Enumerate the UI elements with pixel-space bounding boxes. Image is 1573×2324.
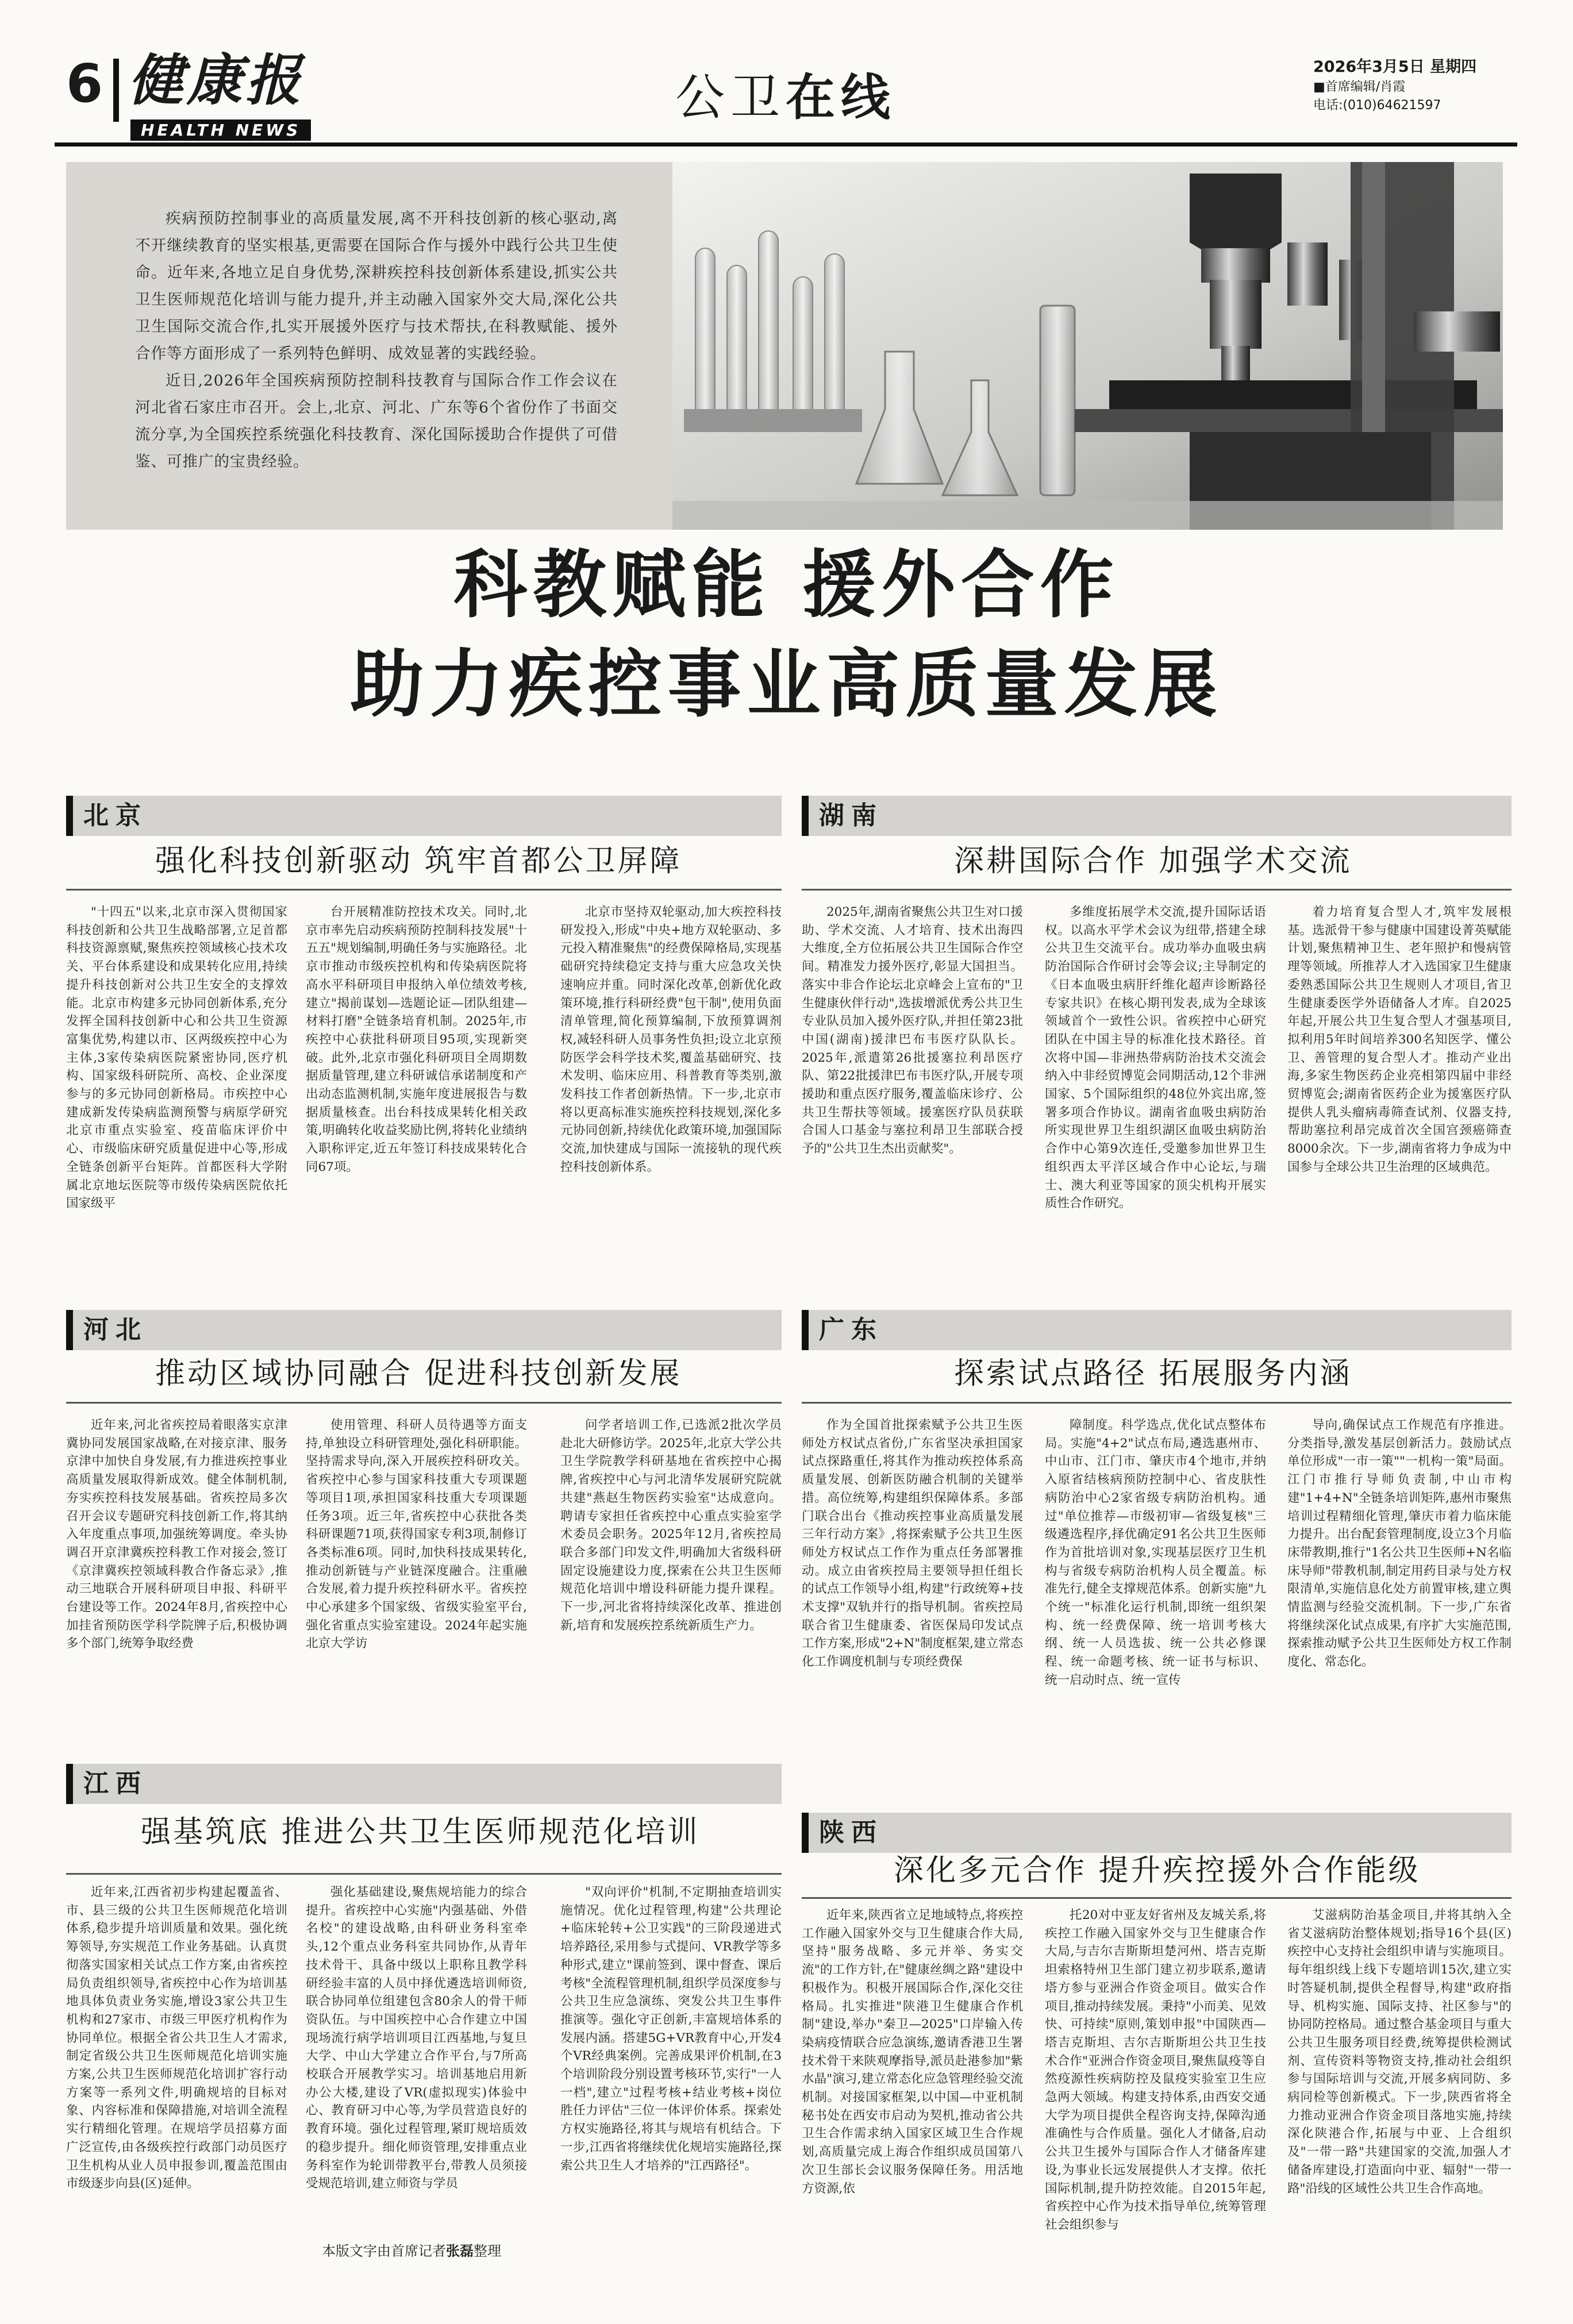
- credit-prefix: 本版文字由首席记者: [322, 2243, 446, 2259]
- article-text: 障制度。科学选点,优化试点整体布局。实施"4+2"试点布局,遴选惠州市、中山市、江门市、肇庆市4个地市,并纳入原省结核病预防控制中心、省皮肤性病防治中心2家省级专病防治机构。通过"单位推荐—市级初审—省级复核"三级遴选程序,择优确定91名公共卫生医师作为首批培训对象,实现基层医疗卫生机构与省级专病防治机构人员全覆盖。标准先行,健全支撑规范体系。创新实施"九个统一"标准化运行机制,即统一组织架构、统一经费保障、统一培训考核大纲、统一人员选拔、统一公共必修课程、统一命题考核、统一证书与标识、统一启动时点、统一宣传: [1045, 1418, 1266, 1687]
- article-text: "双向评价"机制,不定期抽查培训实施情况。优化过程管理,构建"公共理论+临床轮转+公卫实践"的三阶段递进式培养路径,采用参与式提问、VR教学等多种形式,建立"课前签到、课中督查、课后考核"全流程管理机制,组织学员深度参与公共卫生应急演练、突发公共卫生事件推演等。强化守正创新,丰富规培体系的发展内涵。搭建5G+VR教育中心,开发4个VR经典案例。完善成果评价机制,在3个培训阶段分别设置考核环节,实行"一人一档",建立"过程考核+结业考核+岗位胜任力评估"三位一体评价体系。探索处方权实施路径,将其与规培有机结合。下一步,江西省将继续优化规培实施路径,探索公共卫生人才培养的"江西路径"。: [560, 1885, 782, 2173]
- article-column: [66, 903, 287, 1305]
- region-subtitle-shaanxi: 深化多元合作 提升疾控援外合作能级: [894, 1853, 1421, 1888]
- region-rule-beijing: [66, 889, 782, 891]
- credit-reporter: 张磊: [446, 2243, 474, 2259]
- region-name: 北京: [83, 801, 148, 830]
- headline-line-1: 科教赋能 援外合作: [453, 542, 1120, 628]
- editor-credit: ■首席编辑/肖霞: [1313, 80, 1406, 95]
- intro-paragraph-1: 疾病预防控制事业的高质量发展,离不开科技创新的核心驱动,离不开继续教育的坚实根基,更需要在国际合作与援外中践行公共卫生使命。近年来,各地立足自身优势,深耕疾控科技创新体系建设,抓实公共卫生医师规范化培训与能力提升,并主动融入国家外交大局,深化公共卫生国际交流合作,扎实开展援外医疗与技术帮扶,在科教赋能、援外合作等方面形成了一系列特色鲜明、成效显著的实践经验。: [135, 210, 618, 363]
- article-text: 作为全国首批探索赋予公共卫生医师处方权试点省份,广东省坚决承担国家试点探路重任,将其作为推动疾控体系高质量发展、创新医防融合机制的关键举措。高位统筹,构建组织保障体系。多部门联合出台《推动疾控事业高质量发展三年行动方案》,将探索赋予公共卫生医师处方权试点工作作为重点任务部署推动。成立由省疾控局主要领导担任组长的试点工作领导小组,构建"行政统筹+技术支撑"双轨并行的指导机制。省疾控局联合省卫生健康委、省医保局印发试点工作方案,形成"2+N"制度框架,建立常态化工作调度机制与专项经费保: [802, 1418, 1023, 1670]
- article-column: [560, 903, 782, 1305]
- article-text: 托20对中亚友好省州及友城关系,将疾控工作融入国家外交与卫生健康合作大局,与吉尔吉斯斯坦楚河州、塔吉克斯坦索格特州卫生部门建立初步联系,邀请塔方参与亚洲合作资金项目。做实合作项目,推动持续发展。秉持"小而美、见效快、可持续"原则,策划申报"中国陕西—塔吉克斯坦、吉尔吉斯斯坦公共卫生技术合作"亚洲合作资金项目,聚焦鼠疫等自然疫源性疾病防控及鼠疫实验室卫生应急两大领域。构建支持体系,由西安交通大学为项目提供全程咨询支持,保障沟通准确性与合作质量。强化人才储备,启动公共卫生援外与国际合作人才储备库建设,为事业长远发展提供人才支撑。依托国际机制,提升防控效能。自2015年起,省疾控中心作为技术指导单位,统筹管理社会组织参与: [1045, 1908, 1266, 2232]
- section-title: [675, 57, 896, 129]
- region-rule-shaanxi: [802, 1897, 1512, 1899]
- region-name: 湖南: [819, 801, 883, 830]
- article-column: [306, 1883, 527, 2234]
- article-column: [306, 1416, 527, 1761]
- article-text: 艾滋病防治基金项目,并将其纳入全省艾滋病防治整体规划;指导16个县(区)疾控中心支持社会组织申请与实施项目。每年组织线上线下专题培训15次,建立实时答疑机制,提供全程督导,构建"政府指导、机构实施、国际支持、社区参与"的协同防控格局。通过整合基金项目与重大公共卫生服务项目经费,统筹提供检测试剂、宣传资料等物资支持,推动社会组织参与国际培训与交流,开展多病同防、多病同检等创新模式。下一步,陕西省将全力推动亚洲合作资金项目落地实施,持续深化陕港合作,拓展与中亚、上合组织及"一带一路"共建国家的交流,加强人才储备库建设,打造面向中亚、辐射"一带一路"沿线的区域性公共卫生合作高地。: [1287, 1908, 1512, 2196]
- region-subtitle-hebei: 推动区域协同融合 促进科技创新发展: [155, 1356, 682, 1391]
- test-tubes: [684, 231, 862, 432]
- issue-date: 2026年3月5日 星期四: [1313, 58, 1477, 76]
- region-rule-hebei: [66, 1402, 782, 1404]
- article-column: [802, 903, 1023, 1305]
- article-column: [306, 903, 527, 1305]
- article-text: 着力培育复合型人才,筑牢发展根基。选派骨干参与健康中国建设菁英赋能计划,聚焦精神卫生、老年照护和慢病管理等领域。所推荐人才入选国家卫生健康委熟悉国际公共卫生规则人才项目,省卫生健康委医学外语储备人才库。自2025年起,开展公共卫生复合型人才强基项目,拟利用5年时间培养300名知医学、懂公卫、善管理的复合型人才。推动产业出海,多家生物医药企业亮相第四届中非经贸博览会;湖南省医药企业为援塞医疗队提供人乳头瘤病毒筛查试剂、仪器支持,帮助塞拉利昂完成首次全国宫颈癌筛查8000余次。下一步,湖南省将力争成为中国参与全球公共卫生治理的区域典范。: [1287, 905, 1512, 1174]
- section-title-prefix: 公卫: [675, 69, 786, 126]
- article-column: [802, 1416, 1023, 1813]
- intro-paragraph-2: 近日,2026年全国疾病预防控制科技教育与国际合作工作会议在河北省石家庄市召开。会上,北京、河北、广东等6个省份作了书面交流分享,为全国疾控系统强化科技教育、深化国际援助合作提供了可借鉴、可推广的宝贵经验。: [135, 372, 618, 471]
- article-column: [1287, 903, 1512, 1305]
- article-column: [1287, 1906, 1512, 2297]
- laboratory-illustration: [672, 162, 1503, 530]
- paper-name-english: HEALTH NEWS: [130, 120, 311, 141]
- article-text: 北京市坚持双轮驱动,加大疾控科技研发投入,形成"中央+地方双轮驱动、多元投入精准聚焦"的经费保障格局,实现基础研究持续稳定支持与重大应急攻关快速响应并重。同时深化改革,创新优化政策环境,推行科研经费"包干制",使用负面清单管理,简化预算编制,下放预算调剂权,减轻科研人员事务性负担;设立北京预防医学会科学技术奖,覆盖基础研究、技术发明、临床应用、科普教育等类别,激发科技工作者创新热情。下一步,北京市将以更高标准实施疾控科技规划,深化多元协同创新,持续优化政策环境,加强国际交流,加快建成与国际一流接轨的现代疾控科技创新体系。: [560, 905, 782, 1174]
- region-name: 广东: [819, 1315, 883, 1344]
- article-column: [1287, 1416, 1512, 1813]
- region-name: 江西: [83, 1769, 148, 1798]
- masthead-rule: [55, 142, 1517, 147]
- region-name: 陕西: [819, 1818, 883, 1847]
- paper-name-logo: 健康报: [128, 48, 304, 113]
- article-text: 2025年,湖南省聚焦公共卫生对口援助、学术交流、人才培育、技术出海四大维度,全方位拓展公共卫生国际合作空间。精准发力援外医疗,彰显大国担当。落实中非合作论坛北京峰会上宣布的"卫生健康伙伴行动",选拔增派优秀公共卫生专业队员加入援外医疗队,并担任第23批中国(湖南)援津巴布韦医疗队队长。2025年,派遣第26批援塞拉利昂医疗队、第22批援津巴布韦医疗队,开展专项援助和重点医疗服务,覆盖临床诊疗、公共卫生帮扶等领域。援塞医疗队员获联合国人口基金与塞拉利昂卫生部联合授予的"公共卫生杰出贡献奖"。: [802, 905, 1023, 1157]
- region-name: 河北: [83, 1315, 148, 1344]
- article-text: 强化基础建设,聚焦规培能力的综合提升。省疾控中心实施"内强基础、外借名校"的建设战略,由科研业务科室牵头,12个重点业务科室共同协作,从青年技术骨干、具备中级以上职称且教学科研经验丰富的人员中择优遴选培训师资,联合协同单位组建包含80余人的骨干师资队伍。与中国疾控中心合作建立中国现场流行病学培训项目江西基地,与复旦大学、中山大学建立合作平台,与7所高校联合开展教学实习。培训基地启用新办公大楼,建设了VR(虚拟现实)体验中心、教育研习中心等,为学员营造良好的教育环境。强化过程管理,紧盯规培质效的稳步提升。细化师资管理,安排重点业务科室作为轮训带教平台,带教人员须接受规范培训,建立师资与学员: [306, 1885, 527, 2191]
- section-title-bold: 在线: [786, 69, 896, 126]
- article-text: 使用管理、科研人员待遇等方面支持,单独设立科研管理处,强化科研职能。坚持需求导向,深入开展疾控科研攻关。省疾控中心参与国家科技重大专项课题等项目1项,承担国家科技重大专项课题任务3项。近三年,省疾控中心获批各类科研课题71项,获得国家专利3项,制修订各类标准6项。同时,加快科技成果转化,推动创新链与产业链深度融合。注重融合发展,着力提升疾控科研水平。省疾控中心承建多个国家级、省级实验室平台,强化省重点实验室建设。2024年起实施北京大学访: [306, 1418, 527, 1651]
- article-text: 台开展精准防控技术攻关。同时,北京市率先启动疾病预防控制科技发展"十五五"规划编制,明确任务与实施路径。北京市推动市级疾控机构和传染病医院将高水平科研项目申报纳入单位绩效考核,建立"揭前谋划—选题论证—团队组建—材料打磨"全链条培育机制。2025年,市疾控中心获批科研项目95项,实现新突破。此外,北京市强化科研项目全周期数据质量管理,建立科研诚信承诺制度和产出动态监测机制,实施年度进展报告与数据质量核查。出台科技成果转化相关政策,明确转化收益奖励比例,将转化业绩纳入职称评定,近五年签订科技成果转化合同67项。: [306, 905, 527, 1174]
- region-rule-guangdong: [802, 1402, 1512, 1404]
- phone-number: 电话:(010)64621597: [1313, 98, 1441, 113]
- article-text: 近年来,陕西省立足地域特点,将疾控工作融入国家外交与卫生健康合作大局,坚持"服务战略、多元并举、务实交流"的工作方针,在"健康丝绸之路"建设中积极作为。积极开展国际合作,深化交往格局。扎实推进"陕港卫生健康合作机制"建设,举办"秦卫—2025"口岸输入传染病疫情联合应急演练,邀请香港卫生署技术骨干来陕观摩指导,派员赴港参加"紫水晶"演习,建立常态化应急管理经验交流机制。对接国家框架,以中国—中亚机制秘书处在西安市启动为契机,推动省公共卫生合作需求纳入国家区域卫生合作规划,高质量完成上海合作组织成员国第八次卫生部长会议服务保障任务。用活地方资源,依: [802, 1908, 1023, 2196]
- page-number: 6: [66, 53, 103, 114]
- article-text: 近年来,江西省初步构建起覆盖省、市、县三级的公共卫生医师规范化培训体系,稳步提升培训质量和效果。强化统筹领导,夯实规范工作业务基础。认真贯彻落实国家相关试点工作方案,由省疾控局负责组织领导,省疾控中心作为培训基地具体负责业务实施,增设3家公共卫生机构和27家市、市级三甲医疗机构作为协同单位。根据全省公共卫生人才需求,制定省级公共卫生医师规范化培训实施方案,公共卫生医师规范化培训扩容行动方案等一系列文件,明确规培的目标对象、内容标准和保障措施,对培训全流程实行精细化管理。在规培学员招募方面广泛宣传,由各级疾控行政部门动员医疗卫生机构从业人员申报参训,覆盖范围由市级逐步向县(区)延伸。: [66, 1885, 287, 2191]
- region-subtitle-jiangxi: 强基筑底 推进公共卫生医师规范化培训: [141, 1815, 700, 1849]
- headline-line-2: 助力疾控事业高质量发展: [350, 642, 1223, 727]
- region-tag-guangdong: [802, 1310, 1512, 1350]
- region-tag-hebei: [66, 1310, 782, 1350]
- article-column: [66, 1883, 287, 2234]
- article-text: 问学者培训工作,已选派2批次学员赴北大研修访学。2025年,北京大学公共卫生学院教学科研基地在省疾控中心揭牌,省疾控中心与河北清华发展研究院就共建"燕赵生物医药实验室"达成意向。聘请专家担任省疾控中心重点实验室学术委员会职务。2025年12月,省疾控局联合多部门印发文件,明确加大省级科研固定设施建设力度,探索在公共卫生医师规范化培训中增设科研能力提升课程。下一步,河北省将持续深化改革、推进创新,培育和发展疾控系统新质生产力。: [560, 1418, 782, 1633]
- article-column: [560, 1883, 782, 2234]
- region-tag-hunan: [802, 796, 1512, 836]
- intro-text: [135, 205, 618, 475]
- article-text: 导向,确保试点工作规范有序推进。分类指导,激发基层创新活力。鼓励试点单位形成"一市一策""一机构一策"局面。江门市推行导师负责制,中山市构建"1+4+N"全链条培训矩阵,惠州市聚焦培训过程精细化管理,肇庆市着力临床能力提升。出台配套管理制度,设立3个月临床带教期,推行"1名公共卫生医师+N名临床导师"带教机制,制定用药目录与处方权限清单,实施信息化处方前置审核,建立舆情监测与经验交流机制。下一步,广东省将继续深化试点成果,有序扩大实施范围,探索推动赋予公共卫生医师处方权工作制度化、常态化。: [1287, 1418, 1512, 1670]
- article-column: [1045, 903, 1266, 1305]
- region-rule-jiangxi: [66, 1873, 782, 1875]
- page-credit: [322, 2240, 501, 2260]
- page-number-divider: [113, 59, 119, 122]
- article-column: [66, 1416, 287, 1761]
- credit-suffix: 整理: [474, 2243, 501, 2259]
- article-text: 近年来,河北省疾控局着眼落实京津冀协同发展国家战略,在对接京津、服务京津中加快自身发展,有力推进疾控事业高质量发展取得新成效。健全体制机制,夯实疾控科技发展基础。省疾控局多次召开会议专题研究科技创新工作,将其纳入年度重点事项,加强统筹调度。牵头协调召开京津冀疾控科教工作对接会,签订《京津冀疾控领域科教合作备忘录》,推动三地联合开展科研项目申报、科研平台建设等工作。2024年8月,省疾控中心加挂省预防医学科学院牌子后,积极协调多个部门,统筹争取经费: [66, 1418, 287, 1651]
- region-tag-shaanxi: [802, 1813, 1512, 1853]
- region-subtitle-beijing: 强化科技创新驱动 筑牢首都公卫屏障: [155, 844, 682, 878]
- masthead: [55, 48, 1514, 140]
- region-subtitle-hunan: 深耕国际合作 加强学术交流: [954, 844, 1352, 878]
- article-column: [560, 1416, 782, 1761]
- dateline: [1313, 56, 1509, 114]
- laboratory-photo: [672, 162, 1503, 530]
- region-subtitle-guangdong: 探索试点路径 拓展服务内涵: [954, 1356, 1352, 1391]
- article-column: [1045, 1906, 1266, 2297]
- region-rule-hunan: [802, 889, 1512, 891]
- region-tag-jiangxi: [66, 1764, 782, 1804]
- article-column: [802, 1906, 1023, 2297]
- article-text: 多维度拓展学术交流,提升国际话语权。以高水平学术会议为纽带,搭建全球公共卫生交流平台。成功举办血吸虫病防治国际合作研讨会等会议;主导制定的《日本血吸虫病肝纤维化超声诊断路径专家共识》在核心期刊发表,成为全球该领域首个一致性公识。省疾控中心研究团队在中国主导的标准化技术路径。首次将中国—非洲热带病防治技术交流会纳入中非经贸博览会同期活动,12个非洲国家、5个国际组织的48位外宾出席,签署多项合作协议。湖南省血吸虫病防治所实现世界卫生组织湖区血吸虫病防治合作中心第9次连任,受邀参加世界卫生组织西太平洋区域合作中心论坛,与瑞士、澳大利亚等国家的顶尖机构开展实质性合作研究。: [1045, 905, 1266, 1211]
- region-tag-beijing: [66, 796, 782, 836]
- article-text: "十四五"以来,北京市深入贯彻国家科技创新和公共卫生战略部署,立足首都科技资源禀赋,聚焦疾控领域核心技术攻关、平台体系建设和成果转化应用,持续提升科技创新对公共卫生安全的支撑效能。北京市构建多元协同创新体系,充分发挥全国科技创新中心和公共卫生资源富集优势,构建以市、区两级疾控中心为主体,3家传染病医院紧密协同,医疗机构、国家级科研院所、高校、企业深度参与的多元协同创新格局。市疾控中心建成新发传染病监测预警与病原学研究北京市重点实验室、疫苗临床评价中心、市级临床研究质量促进中心等,形成全链条创新平台矩阵。首都医科大学附属北京地坛医院等市级传染病医院依托国家级平: [66, 905, 287, 1211]
- article-column: [1045, 1416, 1266, 1813]
